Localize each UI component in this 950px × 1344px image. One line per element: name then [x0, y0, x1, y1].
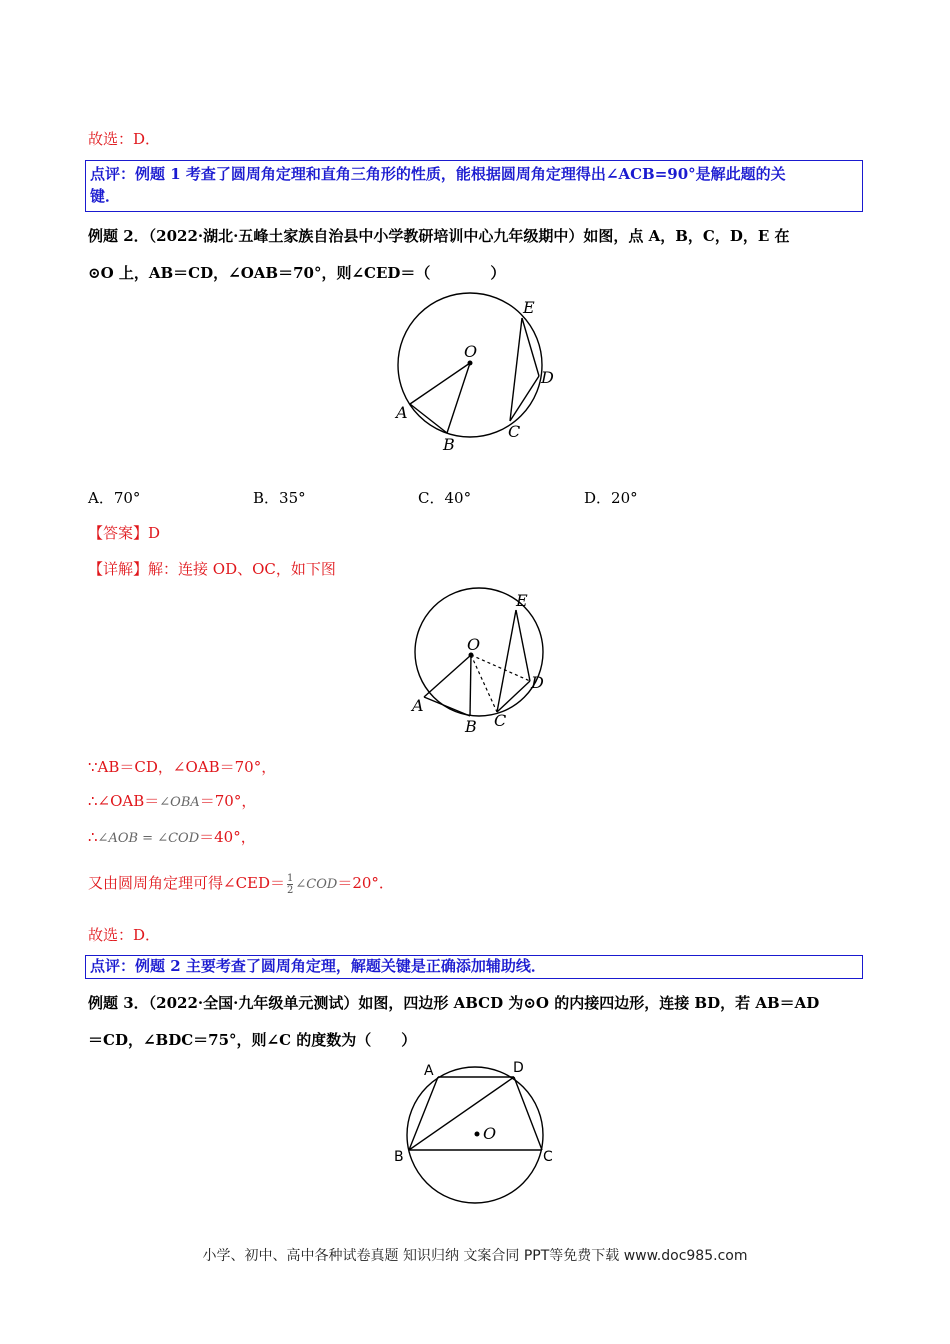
q2-label-C: C [508, 422, 521, 441]
q2-step-3c: ＝40°， [199, 828, 256, 846]
q3-segment-DC [514, 1077, 542, 1150]
q2s-label-E: E [516, 591, 528, 610]
q2s-segment-ED [516, 610, 530, 681]
q2s-segment-OA [424, 655, 471, 697]
q2s-segment-OC-dashed [471, 655, 497, 712]
q2-step-3a: ∴ [88, 828, 98, 846]
q2s-label-C: C [494, 711, 507, 730]
answer-line-prev: 故选：D． [88, 130, 161, 148]
fraction-numerator: 1 [287, 872, 294, 884]
q2-step-1: ∵AB＝CD，∠OAB＝70°， [88, 758, 277, 776]
q2-detail-prefix: 【详解】 [88, 560, 149, 578]
comment-box-2 [85, 955, 863, 979]
comment-2-text: 点评：例题 2 主要考查了圆周角定理，解题关键是正确添加辅助线． [90, 957, 546, 975]
q2s-label-A: A [412, 696, 424, 715]
q2-step-4a: 又由圆周角定理可得∠CED＝ [88, 874, 286, 892]
q2s-label-O: O [467, 635, 481, 654]
comment-1-text: 点评：例题 1 考查了圆周角定理和直角三角形的性质，能根据圆周角定理得出∠ACB=90°是解此题的关 [90, 165, 786, 183]
q2-line2: ⊙O 上，AB＝CD，∠OAB＝70°，则∠CED＝（ ） [88, 264, 506, 282]
q2-step-4-fraction [287, 873, 293, 896]
q2s-segment-OB [470, 655, 471, 716]
q2-step-2 [88, 790, 256, 814]
q2-option-c: C．40° [418, 489, 472, 507]
q2-step-3 [88, 826, 256, 850]
q2-option-b: B．35° [253, 489, 306, 507]
q2-line1: 例题 2．（2022·湖北·五峰土家族自治县中小学教研培训中心九年级期中）如图，点 A，B，C，D，E 在 [88, 227, 790, 245]
q2-option-a: A．70° [88, 489, 141, 507]
q2s-label-D: D [531, 673, 544, 692]
q2-segment-OA [410, 363, 470, 404]
q2-label-E: E [523, 298, 535, 317]
q3-segment-BD [409, 1077, 514, 1150]
q2-answer: 【答案】D [88, 524, 161, 542]
q2-segment-OB [447, 363, 470, 433]
q2-label-B: B [443, 435, 455, 454]
q2-segment-AB [410, 404, 447, 433]
q3-line2: ＝CD，∠BDC＝75°，则∠C 的度数为（ ） [88, 1031, 417, 1049]
q2s-segment-AB [424, 697, 470, 716]
q2-option-d: D．20° [584, 489, 638, 507]
q2-label-O: O [464, 342, 478, 361]
q2-figure [385, 288, 565, 458]
q3-label-D: D [513, 1060, 524, 1076]
q3-label-B: B [394, 1149, 404, 1165]
q2-step-4-formula: ∠COD [295, 877, 338, 892]
q2-step-4 [88, 872, 394, 896]
q2-detail [88, 558, 336, 580]
q3-figure [385, 1055, 565, 1215]
q2-step-2a: ∴∠OAB＝ [88, 792, 160, 810]
fraction-denominator: 2 [287, 884, 294, 896]
q3-line1: 例题 3．（2022·全国·九年级单元测试）如图，四边形 ABCD 为⊙O 的内接四边形，连接 BD，若 AB＝AD [88, 994, 820, 1012]
comment-box-1 [85, 160, 863, 212]
q3-segment-AB [409, 1077, 438, 1150]
page-footer: 小学、初中、高中各种试卷真题 知识归纳 文案合同 PPT等免费下载 www.doc985.com [202, 1248, 748, 1264]
comment-1-cont: 键． [90, 187, 121, 205]
q3-label-A: A [424, 1063, 434, 1079]
q2-step-5: 故选：D． [88, 926, 161, 944]
q2-solution-figure [400, 585, 560, 735]
q2-step-3-formula: ∠AOB = ∠COD [97, 831, 200, 846]
q2-center-dot [468, 361, 473, 366]
q2-step-4c: ＝20°． [337, 874, 394, 892]
q3-label-C: C [543, 1149, 553, 1165]
q2s-segment-OD-dashed [471, 655, 530, 681]
q2-step-2c: ＝70°， [199, 792, 257, 810]
q2-label-D: D [541, 368, 554, 387]
q2s-label-B: B [465, 717, 477, 735]
q2-detail-text: 解：连接 OD、OC，如下图 [148, 560, 336, 578]
q3-label-O: O [483, 1124, 497, 1143]
q3-center-dot [475, 1132, 480, 1137]
q2-label-A: A [396, 403, 408, 422]
q2-step-2-formula: ∠OBA [159, 795, 200, 810]
